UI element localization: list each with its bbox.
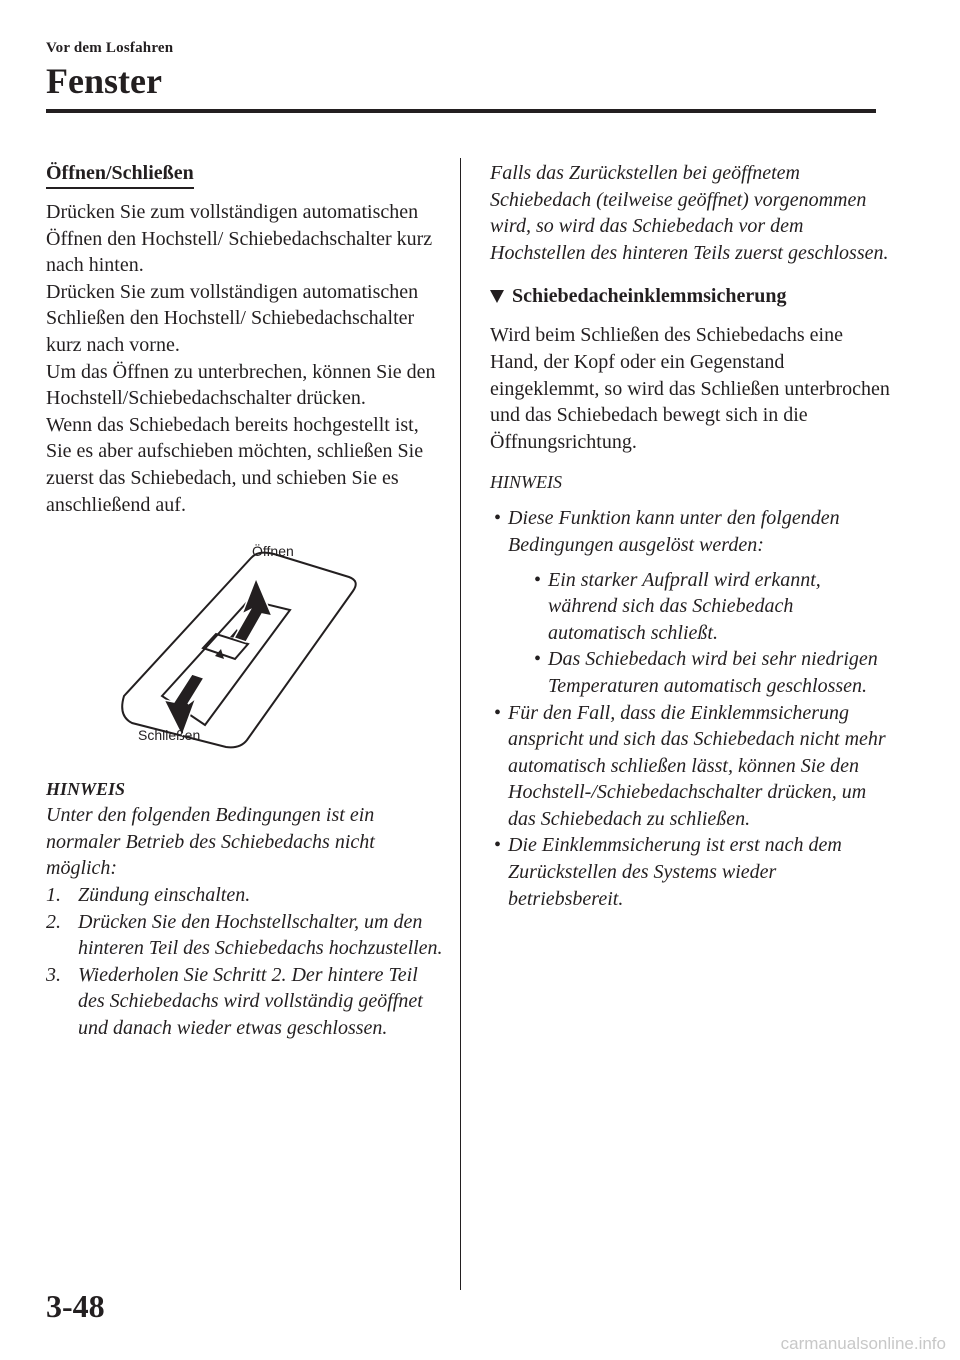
note-intro: Unter den folgenden Bedingungen ist ein normaler Betrieb des Schiebedachs nicht möglich: xyxy=(46,804,375,880)
bullet-icon: • xyxy=(494,701,502,724)
list-item xyxy=(46,962,446,1042)
step-text: Zündung einschalten. xyxy=(78,883,251,906)
note-title-right xyxy=(490,469,890,495)
reset-note: Falls das Zurückstellen bei geöffnetem Schiebedach (teilweise geöffnet) vorgenommen wird, so wird das Schiebedach vor dem Hochstellen des hinteren Teils zuerst geschlossen. xyxy=(490,162,889,264)
left-column xyxy=(46,160,446,1041)
list-item xyxy=(46,909,446,962)
note-box-left xyxy=(46,776,446,1041)
step-text: Wiederholen Sie Schritt 2. Der hintere Teil des Schiebedachs wird vollständig geöffnet und danach wieder etwas geschlossen. xyxy=(78,963,423,1039)
step-number: 2. xyxy=(46,910,61,933)
paragraph-interrupt: Um das Öffnen zu unterbrechen, können Sie den Hochstell/Schiebedachschalter drücken. xyxy=(46,360,436,410)
bullet-text: Für den Fall, dass die Einklemmsicherung anspricht und sich das Schiebedach nicht mehr automatisch schließen lässt, können Sie den Hochstell-/Schiebedachschalter drücken, um das Schiebedach zu schließen. xyxy=(508,701,886,830)
sub-bullet-text: Das Schiebedach wird bei sehr niedrigen Temperaturen automatisch geschlossen. xyxy=(548,648,878,697)
step-number: 3. xyxy=(46,963,61,986)
triangle-down-icon xyxy=(490,290,504,303)
section-body: Wird beim Schließen des Schiebedachs eine Hand, der Kopf oder ein Gegenstand eingeklemmt, so wird das Schließen unterbrochen und das Schiebedach bewegt sich in die Öffnungsrichtung. xyxy=(490,324,890,453)
label-close: Schließen xyxy=(138,727,201,744)
bullet-icon: • xyxy=(494,507,502,530)
bullet-icon: • xyxy=(534,568,542,591)
paragraph-tilted: Wenn das Schiebedach bereits hochgestellt ist, Sie es aber aufschieben möchten, schließen Sie zuerst das Schiebedach, und schieben Sie es anschließend auf. xyxy=(46,413,424,516)
step-text: Drücken Sie den Hochstellschalter, um den hinteren Teil des Schiebedachs hochzustellen. xyxy=(78,910,443,960)
section-heading xyxy=(490,282,890,310)
note-title-text: HINWEIS xyxy=(490,472,562,493)
section-heading-text: Schiebedacheinklemmsicherung xyxy=(512,285,787,308)
note-title: HINWEIS xyxy=(46,779,126,800)
subheading: Öffnen/Schließen xyxy=(46,160,194,189)
section-kicker: Vor dem Losfahren xyxy=(46,40,174,56)
steps-list xyxy=(46,882,446,1042)
bullet-text: Diese Funktion kann unter den folgenden Bedingungen ausgelöst werden: xyxy=(508,507,840,556)
page-number: 3-48 xyxy=(46,1288,105,1324)
sub-bullet-text: Ein starker Aufprall wird erkannt, während sich das Schiebedach automatisch schließt. xyxy=(548,568,821,644)
list-item xyxy=(530,567,890,647)
page-title: Fenster xyxy=(46,61,162,101)
label-open: Öffnen xyxy=(252,543,294,560)
list-item xyxy=(530,646,890,699)
list-item xyxy=(490,832,890,912)
header-rule xyxy=(46,109,876,113)
paragraph-open: Drücken Sie zum vollständigen automatischen Öffnen den Hochstell/ Schiebedachschalter kurz nach hinten. xyxy=(46,201,433,277)
watermark: carmanualsonline.info xyxy=(780,1334,946,1353)
right-column xyxy=(490,160,890,912)
step-number: 1. xyxy=(46,883,61,906)
page-header xyxy=(46,40,874,101)
list-item xyxy=(490,505,890,699)
list-item xyxy=(46,882,446,909)
note-bullets xyxy=(490,505,890,912)
bullet-text: Die Einklemmsicherung ist erst nach dem Zurückstellen des Systems wieder betriebsbereit. xyxy=(508,834,842,910)
bullet-icon: • xyxy=(494,834,502,857)
bullet-icon: • xyxy=(534,648,542,671)
list-item xyxy=(490,700,890,833)
column-divider xyxy=(460,158,461,1290)
sub-bullets xyxy=(508,567,890,700)
paragraph-close: Drücken Sie zum vollständigen automatischen Schließen den Hochstell/ Schiebedachschalter kurz nach vorne. xyxy=(46,280,419,356)
sunroof-switch-diagram xyxy=(46,528,446,758)
switch-illustration xyxy=(46,528,446,758)
